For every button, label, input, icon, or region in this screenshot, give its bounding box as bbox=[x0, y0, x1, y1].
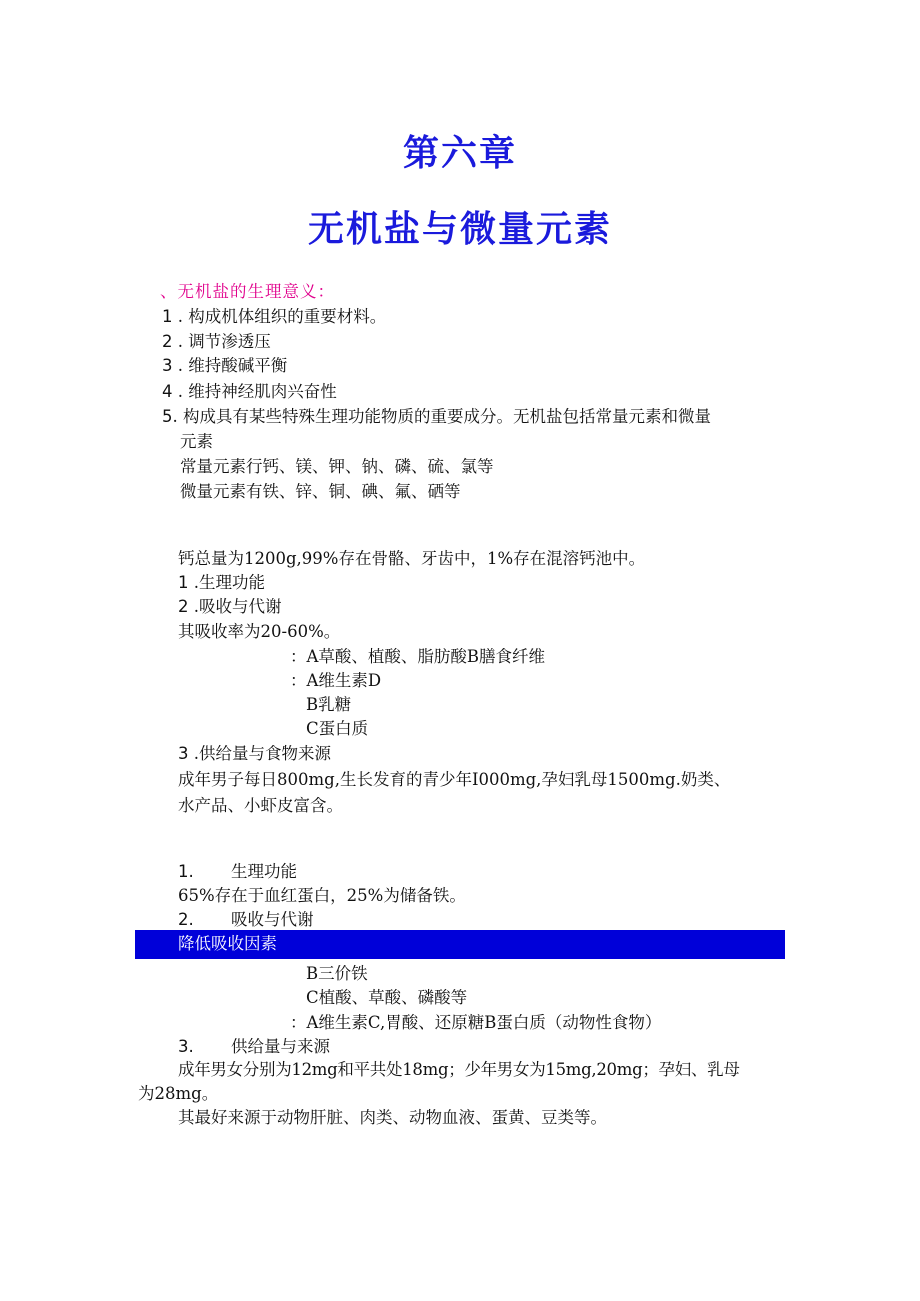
chapter-title: 第六章 bbox=[402, 133, 517, 174]
subheading-text: 生理功能 bbox=[231, 862, 297, 881]
subheading-text: .生理功能 bbox=[188, 573, 265, 592]
list-item bbox=[162, 380, 337, 404]
item-text: . 维持神经肌肉兴奋性 bbox=[172, 382, 337, 401]
promoting-factors: ：A维生素C,胃酸、还原糖B蛋白质（动物性食物） bbox=[290, 1013, 662, 1032]
item-number: 2 bbox=[162, 332, 173, 351]
subheading-text: .供给量与食物来源 bbox=[188, 744, 331, 763]
macro-elements: 常量元素行钙、镁、钾、钠、磷、硫、氯等 bbox=[180, 457, 494, 476]
item-number: 3 bbox=[162, 356, 173, 375]
list-item bbox=[162, 354, 287, 378]
subheading bbox=[178, 860, 297, 884]
calcium-supply-cont: 水产品、小虾皮富含。 bbox=[178, 796, 343, 815]
reduce-heading: 降低吸收因素 bbox=[178, 934, 277, 953]
reducing-factor-c: C植酸、草酸、磷酸等 bbox=[306, 988, 468, 1007]
subheading-text: 供给量与来源 bbox=[231, 1037, 330, 1056]
subheading bbox=[178, 571, 265, 595]
micro-elements: 微量元素有铁、锌、铜、碘、氟、硒等 bbox=[180, 482, 461, 501]
reducing-factor-b: B三价铁 bbox=[306, 964, 368, 983]
list-item-continuation: 元素 bbox=[180, 432, 213, 451]
subheading-number: 1 bbox=[178, 573, 189, 592]
item-number: 4 bbox=[162, 382, 173, 401]
promoting-factor-b: B乳糖 bbox=[306, 695, 352, 714]
item-text: . 构成具有某些特殊生理功能物质的重要成分。无机盐包括常量元素和微量 bbox=[172, 407, 711, 426]
subheading-number: 3. bbox=[178, 1037, 194, 1056]
page-title: 无机盐与微量元素 bbox=[307, 209, 612, 250]
section-heading: 、无机盐的生理意义： bbox=[160, 282, 335, 301]
promoting-factor-c: C蛋白质 bbox=[306, 719, 369, 738]
item-number: 1 bbox=[162, 307, 173, 326]
subheading-number: 1. bbox=[178, 862, 194, 881]
highlight-band bbox=[135, 930, 785, 959]
list-item bbox=[162, 330, 271, 354]
absorption-rate: 其吸收率为20-60%。 bbox=[178, 622, 341, 641]
subheading-number: 2 bbox=[178, 597, 189, 616]
item-number: 5 bbox=[162, 407, 173, 426]
subheading bbox=[178, 1035, 330, 1059]
iron-supply: 成年男女分别为12mg和平共处18mg；少年男女为15mg,20mg；孕妇、乳母 bbox=[178, 1060, 740, 1079]
subheading-number: 3 bbox=[178, 744, 189, 763]
iron-supply-cont: 为28mg。 bbox=[138, 1084, 219, 1103]
subheading bbox=[178, 908, 314, 932]
iron-function: 65%存在于血红蛋白，25%为储备铁。 bbox=[178, 886, 466, 905]
subheading bbox=[178, 742, 331, 766]
subheading-number: 2. bbox=[178, 910, 194, 929]
inhibiting-factors: ：A草酸、植酸、脂肪酸B膳食纤维 bbox=[290, 647, 546, 666]
item-text: . 调节渗透压 bbox=[172, 332, 271, 351]
promoting-factor-a: ：A维生素D bbox=[290, 671, 382, 690]
subheading-text: .吸收与代谢 bbox=[188, 597, 282, 616]
list-item bbox=[162, 405, 711, 429]
item-text: . 构成机体组织的重要材料。 bbox=[172, 307, 387, 326]
list-item bbox=[162, 305, 386, 329]
subheading-text: 吸收与代谢 bbox=[231, 910, 314, 929]
calcium-supply: 成年男子每日800mg,生长发育的青少年I000mg,孕妇乳母1500mg.奶类、 bbox=[178, 770, 731, 789]
iron-source: 其最好来源于动物肝脏、肉类、动物血液、蛋黄、豆类等。 bbox=[178, 1108, 607, 1127]
calcium-intro: 钙总量为1200g,99%存在骨骼、牙齿中，1%存在混溶钙池中。 bbox=[178, 549, 646, 568]
item-text: . 维持酸碱平衡 bbox=[172, 356, 288, 375]
subheading bbox=[178, 595, 282, 619]
